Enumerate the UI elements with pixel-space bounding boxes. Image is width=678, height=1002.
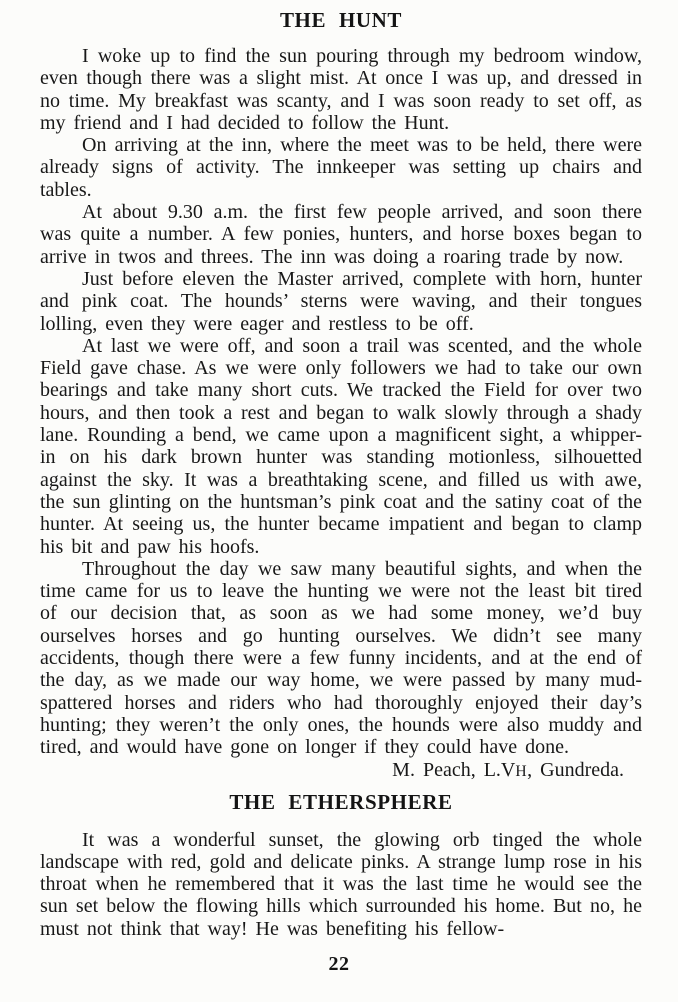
paragraph: It was a wonderful sunset, the glowing orb tinged the whole landscape with red, gold and delicate pinks. A strange lump rose in his throat when he remembered that it was the last time he would see the sun set below the flowing hills which surrounded his home. But no, he must not think that way! He was benefiting his fellow- xyxy=(40,828,642,940)
page-footer xyxy=(0,953,678,976)
section-the-ethersphere xyxy=(40,790,642,940)
paragraph-with-byline xyxy=(40,557,642,781)
paragraph-text: Throughout the day we saw many beautiful sights, and when the time came for us to leave the hunting we were not the least bit tired of our decision that, as soon as we had some money, we’d buy ourselves horses and go hunting ourselves. We didn’t see many accidents, though there were a few funny incidents, and at the end of the day, as we made our way home, we were passed by many mud-spattered horses and riders who had thoroughly enjoyed their day’s hunting; they weren’t the only ones, the hounds were also muddy and tired, and would have gone on longer if they could have done. xyxy=(40,557,642,759)
section-the-hunt xyxy=(40,8,642,781)
paragraph: At about 9.30 a.m. the first few people arrived, and soon there was quite a number. A few ponies, hunters, and horse boxes began to arrive in twos and threes. The inn was doing a roaring trade by now. xyxy=(40,201,642,268)
paragraph: Just before eleven the Master arrived, complete with horn, hunter and pink coat. The hounds’ sterns were waving, and their tongues lolling, even they were eager and restless to be off. xyxy=(40,267,642,335)
section-title-the-hunt: THE HUNT xyxy=(279,8,403,32)
section-title-the-ethersphere: THE ETHERSPHERE xyxy=(229,789,453,814)
byline xyxy=(392,759,624,783)
page-number: 22 xyxy=(328,953,350,975)
paragraph: On arriving at the inn, where the meet was to be held, there were already signs of activity. The innkeeper was setting up chairs and tables. xyxy=(40,134,642,201)
byline-house: , Gundreda. xyxy=(527,758,624,781)
byline-author: M. Peach, L.V xyxy=(392,758,516,781)
paragraph: At last we were off, and soon a trail was scented, and the whole Field gave chase. As we were only followers we had to take our own bearings and take many short cuts. We tracked the Field for over two hours, and then took a rest and began to walk slowly through a shady lane. Rounding a bend, we came upon a magnificent sight, a whipper-in on his dark brown hunter was standing motionless, silhouetted against the sky. It was a breathtaking scene, and filled us with awe, the sun glinting on the huntsman’s pink coat and the satiny coat of the hunter. At seeing us, the hunter became impatient and began to clamp his bit and paw his hoofs. xyxy=(40,334,642,558)
byline-form-smallcap: H xyxy=(515,762,528,780)
paragraph: I woke up to find the sun pouring through my bedroom window, even though there was a slight mist. At once I was up, and dressed in no time. My breakfast was scanty, and I was soon ready to set off, as my friend and I had decided to follow the Hunt. xyxy=(40,45,642,134)
